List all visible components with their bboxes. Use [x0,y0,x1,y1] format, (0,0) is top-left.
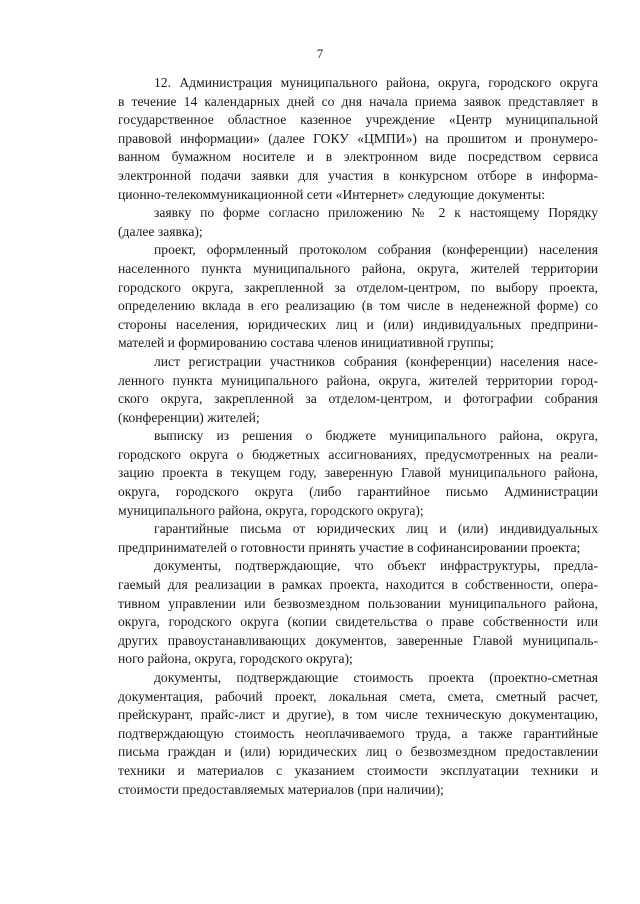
text-line: ванном бумажном носителе и в электронном виде посредством сервиса [118,149,598,165]
text-line: населенного пункта муниципального района, округа, жителей территории [118,260,598,276]
text-line: ского округа, закрепленной за отделом-центром, и фотографии собрания [118,391,598,407]
text-line: лист регистрации участников собрания (конференции) населения насе- [154,353,598,369]
page-number: 7 [316,46,324,61]
text-line: гаемый для реализации в рамках проекта, находится в собственности, опера- [118,577,598,593]
text-line: гарантийные письма от юридических лиц и (или) индивидуальных [154,521,598,537]
paragraph [118,427,598,520]
text-line: округа, городского округа (либо гарантийное письмо Администрации [118,484,598,500]
document-body [118,74,598,799]
paragraph [118,204,598,241]
text-line: электронной подачи заявки для участия в конкурсном отборе в информа- [118,167,598,183]
text-line: прейскурант, прайс-лист и другие), в том числе техническую документацию, [118,707,598,723]
text-line: в течение 14 календарных дней со дня начала приема заявок представляет в [118,93,598,109]
text-line: выписку из решения о бюджете муниципального района, округа, [154,428,598,444]
text-line: (конференции) жителей; [118,409,260,425]
paragraph [118,557,598,669]
text-line: городского округа, закрепленной за отделом-центром, по выбору проекта, [118,279,598,295]
text-line: муниципального района, округа, городского округа); [118,502,424,518]
text-line: других правоустанавливающих документов, заверенные Главой муниципаль- [118,632,598,648]
text-line: 12. Администрация муниципального района, округа, городского округа [154,75,598,90]
paragraph [118,520,598,557]
text-line: письма граждан и (или) юридических лиц о безвозмездном предоставлении [118,744,598,760]
text-line: ционно-телекоммуникационной сети «Интернет» следующие документы: [118,186,545,202]
text-line: определению вклада в его реализацию (в том числе в неденежной форме) со [118,298,598,314]
text-line: проект, оформленный протоколом собрания (конференции) населения [154,242,598,258]
paragraph [118,74,598,204]
text-line: округа, городского округа (копии свидетельства о праве собственности или [118,614,598,630]
text-line: стороны населения, юридических лиц и (или) индивидуальных предприни- [118,316,598,332]
text-line: техники и материалов с указанием стоимости эксплуатации техники и [118,762,598,778]
text-line: ленного пункта муниципального района, округа, жителей территории город- [118,372,598,388]
text-line: заявку по форме согласно приложению № 2 к настоящему Порядку [154,205,598,221]
paragraph [118,241,598,353]
text-line: правовой информации» (далее ГОКУ «ЦМПИ») на прошитом и пронумеро- [118,130,598,146]
text-line: ного района, округа, городского округа); [118,651,353,667]
text-line: мателей и формированию состава членов инициативной группы; [118,335,494,351]
text-line: городского округа о бюджетных ассигнованиях, предусмотренных на реали- [118,446,598,462]
text-line: зацию проекта в текущем году, заверенную Главой муниципального района, [118,465,598,481]
text-line: документы, подтверждающие, что объект инфраструктуры, предла- [154,558,598,574]
text-line: (далее заявка); [118,223,203,239]
paragraph [118,353,598,427]
text-line: тивном управлении или безвозмездном пользовании муниципального района, [118,595,598,611]
text-line: предпринимателей о готовности принять участие в софинансировании проекта; [118,539,581,555]
text-line: подтверждающую стоимость неоплачиваемого труда, а также гарантийные [118,725,598,741]
text-line: стоимости предоставляемых материалов (при наличии); [118,781,444,797]
paragraph [118,669,598,799]
text-line: документация, рабочий проект, локальная смета, смета, сметный расчет, [118,688,598,704]
text-line: государственное областное казенное учреждение «Центр муниципальной [118,112,598,128]
text-line: документы, подтверждающие стоимость проекта (проектно-сметная [154,670,598,685]
